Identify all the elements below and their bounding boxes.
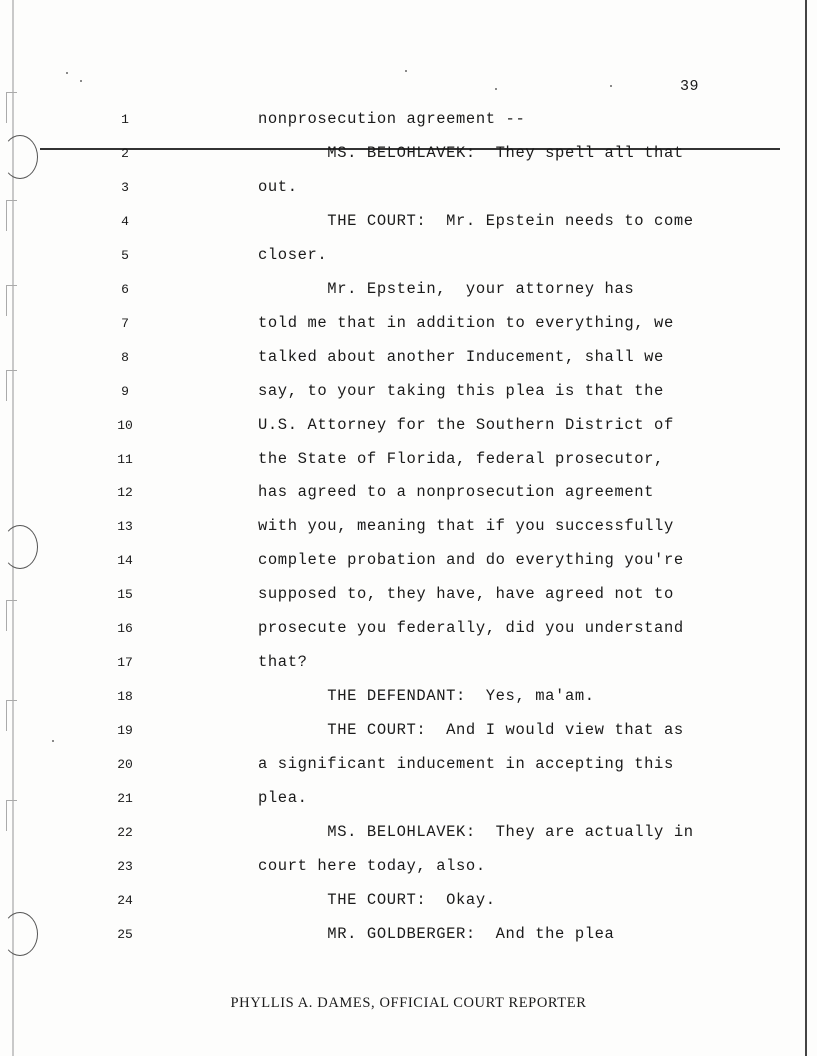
line-number: 18 xyxy=(117,689,133,705)
line-number: 20 xyxy=(117,757,133,773)
punch-hole-bottom xyxy=(2,912,38,956)
right-margin-rule xyxy=(805,0,807,1056)
line-number: 1 xyxy=(121,112,129,127)
line-number: 22 xyxy=(117,824,133,840)
line-number: 5 xyxy=(121,247,129,263)
transcript-line-text: nonprosecution agreement -- xyxy=(258,110,526,128)
scan-speck xyxy=(52,740,54,742)
transcript-line-text: the State of Florida, federal prosecutor, xyxy=(258,449,664,468)
transcript-line-text: MR. GOLDBERGER: And the plea xyxy=(258,924,615,943)
transcript-line-text: THE DEFENDANT: Yes, ma'am. xyxy=(258,687,595,706)
line-number: 3 xyxy=(121,179,129,195)
punch-hole-top xyxy=(2,135,38,179)
line-number: 19 xyxy=(117,723,133,739)
scan-speck xyxy=(610,85,612,87)
transcript-line-text: THE COURT: And I would view that as xyxy=(258,721,684,740)
line-number: 21 xyxy=(117,791,133,806)
line-number: 4 xyxy=(121,213,129,229)
margin-bracket xyxy=(6,370,17,401)
margin-bracket xyxy=(6,800,17,831)
line-number: 15 xyxy=(117,587,133,603)
line-number: 16 xyxy=(117,621,133,637)
transcript-line-text: THE COURT: Mr. Epstein needs to come xyxy=(258,211,694,230)
transcript-line-text: MS. BELOHLAVEK: They are actually in xyxy=(258,822,694,841)
margin-bracket xyxy=(6,700,17,731)
scan-speck xyxy=(405,70,407,72)
transcript-line-text: closer. xyxy=(258,245,328,264)
punch-hole-middle xyxy=(2,525,38,569)
transcript-line-text: a significant inducement in accepting this xyxy=(258,755,674,774)
transcript-line-text: court here today, also. xyxy=(258,856,486,875)
line-number: 7 xyxy=(121,315,129,331)
transcript-line-text: talked about another Inducement, shall we xyxy=(258,347,664,366)
line-number: 17 xyxy=(117,655,133,671)
margin-bracket xyxy=(6,92,17,123)
margin-bracket xyxy=(6,200,17,231)
transcript-line-text: that? xyxy=(258,653,308,672)
transcript-line-text: THE COURT: Okay. xyxy=(258,890,496,909)
transcript-line-text: told me that in addition to everything, we xyxy=(258,313,674,332)
page-number: 39 xyxy=(680,78,700,95)
margin-bracket xyxy=(6,285,17,316)
margin-bracket xyxy=(6,600,17,631)
transcript-line-text: with you, meaning that if you successfully xyxy=(258,517,674,536)
line-number: 2 xyxy=(121,145,129,161)
transcript-line-text: has agreed to a nonprosecution agreement xyxy=(258,483,655,502)
scan-speck xyxy=(495,88,497,90)
transcript-line-text: plea. xyxy=(258,789,308,807)
transcript-line-text: supposed to, they have, have agreed not to xyxy=(258,585,674,604)
transcript-line-text: U.S. Attorney for the Southern District of xyxy=(258,415,674,434)
court-reporter-footer: PHYLLIS A. DAMES, OFFICIAL COURT REPORTER xyxy=(230,995,587,1011)
line-number: 10 xyxy=(117,417,133,433)
line-number: 11 xyxy=(117,451,133,467)
line-number: 24 xyxy=(117,892,133,908)
transcript-line-text: MS. BELOHLAVEK: They spell all that xyxy=(258,143,684,162)
line-number: 23 xyxy=(117,858,133,874)
transcript-line-text: prosecute you federally, did you understand xyxy=(258,619,684,638)
line-number: 12 xyxy=(117,485,133,501)
line-number: 8 xyxy=(121,349,129,365)
scan-speck xyxy=(66,72,68,74)
transcript-line-text: complete probation and do everything you're xyxy=(258,551,684,570)
line-number: 6 xyxy=(121,281,129,297)
line-number: 9 xyxy=(121,383,129,399)
transcript-line-text: Mr. Epstein, your attorney has xyxy=(258,279,635,298)
line-number: 13 xyxy=(117,519,133,535)
transcript-line-text: say, to your taking this plea is that the xyxy=(258,381,664,400)
transcript-line-text: out. xyxy=(258,177,298,196)
scan-speck xyxy=(80,80,82,82)
line-number: 25 xyxy=(117,926,133,942)
line-number: 14 xyxy=(117,553,133,569)
